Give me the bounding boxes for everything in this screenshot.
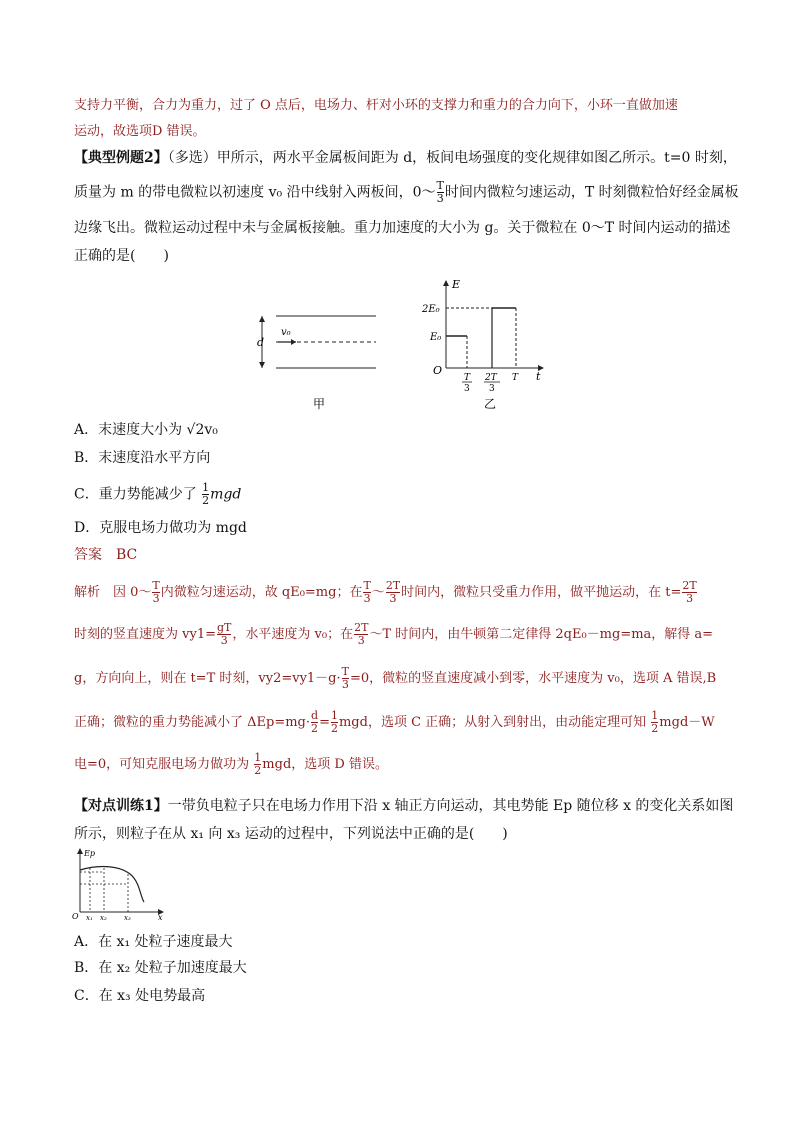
example-line-3: 边缘飞出。微粒运动过程中未与金属板接触。重力加速度的大小为 g。关于微粒在 0～T 时间内运动的描述	[74, 220, 731, 236]
tick-t3-num: T	[464, 373, 471, 383]
option-d: D．克服电场力做功为 mgd	[74, 520, 247, 536]
example-tag: 【典型例题2】	[74, 150, 168, 166]
answer: 答案 BC	[74, 547, 138, 563]
tick-2t3-num: 2T	[485, 373, 497, 383]
option-b: B．末速度沿水平方向	[74, 450, 211, 466]
training-tag: 【对点训练1】	[74, 798, 168, 814]
intro-line-1: 支持力平衡，合力为重力，过了 O 点后，电场力、杆对小环的支撑力和重力的合力向下，小环一直做加速	[74, 98, 678, 113]
analysis-line-2: 时刻的竖直速度为 vy1= $\frac{gT}{3}$ ，水平速度为 v₀；在 $\frac{2T}{3}$ ～T 时间内，由牛顿第二定律得 2qE₀－mg=ma，解得 a=	[74, 621, 714, 647]
training-option-a: A．在 x₁ 处粒子速度最大	[74, 934, 233, 950]
training-option-b: B．在 x₂ 处粒子加速度最大	[74, 960, 247, 976]
origin-ep: O	[72, 912, 79, 921]
axis-ep-label: Ep	[84, 849, 95, 858]
example-line-2	[74, 180, 739, 205]
option-a: A．末速度大小为 √2v₀	[74, 422, 218, 438]
tick-x3: x₃	[124, 914, 131, 922]
intro-line-2: 运动，故选项D 错误。	[74, 124, 206, 139]
example-text-2b: 时间内微粒匀速运动，T 时刻微粒恰好经金属板	[444, 184, 739, 201]
option-c: C．重力势能减少了 $\frac{1}{2}$ mgd	[74, 481, 242, 507]
axis-e-label: E	[452, 278, 461, 291]
analysis-line-5: 电=0，可知克服电场力做功为 $\frac{1}{2}$ mgd，选项 D 错误。	[74, 751, 388, 777]
tick-e0: E₀	[430, 332, 442, 343]
caption-jia: 甲	[313, 397, 326, 410]
training-line-2: 所示，则粒子在从 x₁ 向 x₃ 运动的过程中，下列说法中正确的是( )	[74, 826, 508, 842]
axis-x-label: x	[158, 913, 163, 922]
caption-yi: 乙	[484, 397, 497, 411]
fraction-t-3: $\frac{T}{3}$	[436, 179, 444, 205]
training-option-c: C．在 x₃ 处电势最高	[74, 988, 206, 1004]
tick-x2: x₂	[100, 914, 107, 922]
training-line-1: 【对点训练1】一带负电粒子只在电场力作用下沿 x 轴正方向运动，其电势能 Ep 随位移 x 的变化关系如图	[74, 798, 734, 814]
label-d: d	[257, 336, 265, 349]
axis-t-label: t	[536, 370, 541, 383]
origin-label: O	[433, 364, 443, 377]
tick-t: T	[512, 373, 519, 383]
figure-jia	[250, 300, 390, 410]
figure-yi	[420, 276, 550, 412]
example-line-1	[74, 148, 737, 168]
figure-ep	[70, 846, 170, 922]
example-text-2a: 质量为 m 的带电微粒以初速度 v₀ 沿中线射入两板间，0～	[74, 184, 436, 201]
example-line-4: 正确的是( )	[74, 248, 169, 264]
analysis-line-3: g，方向向上，则在 t=T 时刻，vy2=vy1－g· $\frac{T}{3}$ =0，微粒的竖直速度减小到零，水平速度为 v₀，选项 A 错误,B	[74, 665, 717, 691]
analysis-line-1: 解析 因 0～ $\frac{T}{3}$ 内微粒匀速运动，故 qE₀=mg；在 $\frac{T}{3}$ ～ $\frac{2T}{3}$ 时间内，微粒只受重力作用，做平抛运动，在 t= $\frac{2T}{3}$	[74, 579, 697, 605]
tick-2t3-den: 3	[489, 384, 495, 394]
tick-t3-den: 3	[464, 384, 470, 394]
example-text-1: （多选）甲所示，两水平金属板间距为 d，板间电场强度的变化规律如图乙所示。t=0 时刻，	[167, 150, 737, 166]
tick-x1: x₁	[86, 914, 93, 922]
label-v0: v₀	[281, 327, 291, 338]
analysis-line-4: 正确；微粒的重力势能减小了 ΔEp=mg· $\frac{d}{2}$ = $\frac{1}{2}$ mgd，选项 C 正确；从射入到射出，由动能定理可知 $\frac{1}{2}$ mgd－W	[74, 709, 715, 735]
tick-2e0: 2E₀	[422, 304, 440, 315]
